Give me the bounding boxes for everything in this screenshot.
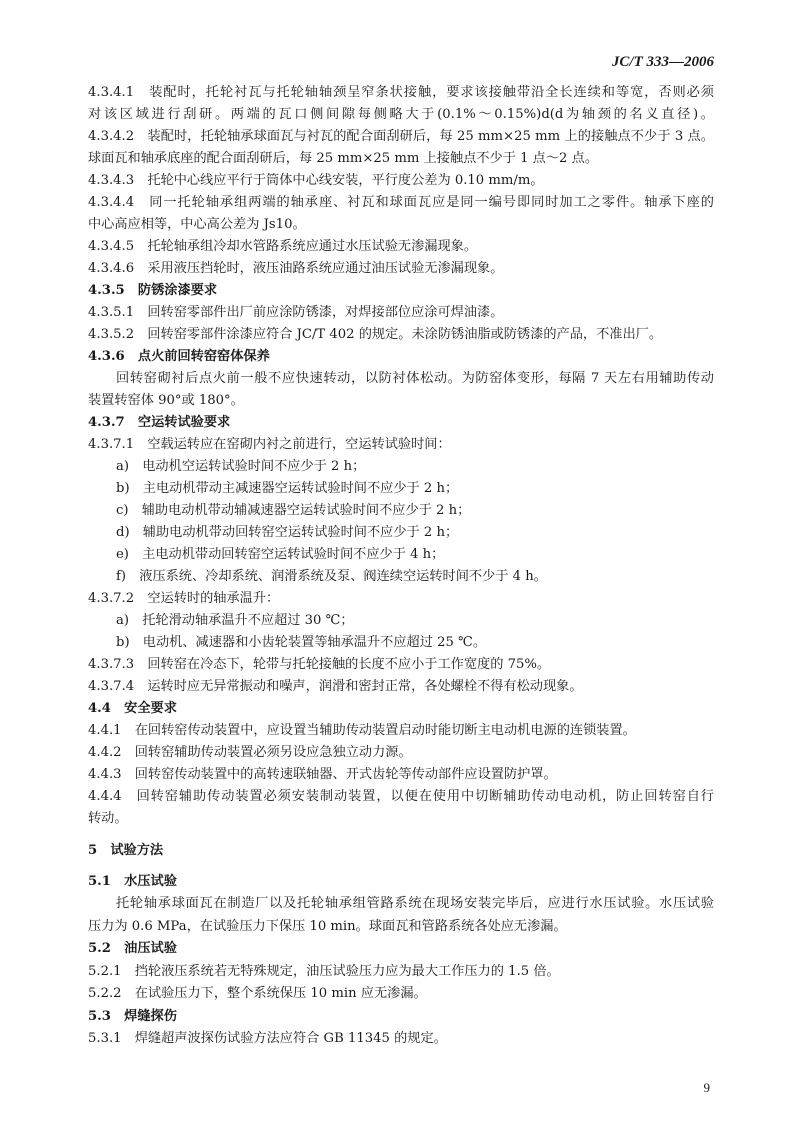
spacer bbox=[88, 863, 714, 871]
text-line: 4.3.4.6 采用液压挡轮时，液压油路系统应通过油压试验无渗漏现象。 bbox=[88, 261, 504, 276]
list-item: c) 辅助电动机带动辅减速器空运转试验时间不应少于 2 h； bbox=[116, 503, 471, 518]
section-heading: 4.3.7 空运转试验要求 bbox=[88, 415, 231, 430]
page-number: 9 bbox=[703, 1080, 710, 1095]
list-item: f) 液压系统、冷却系统、润滑系统及泵、阀连续空运转时间不少于 4 h。 bbox=[116, 569, 547, 584]
text-line: 4.3.5.2 回转窑零部件涂漆应符合 JC/T 402 的规定。未涂防锈油脂或防锈漆的产品，不准出厂。 bbox=[88, 327, 663, 342]
text-line: 5.2.1 挡轮液压系统若无特殊规定，油压试验压力应为最大工作压力的 1.5 倍。 bbox=[88, 963, 560, 979]
text-line: 托轮轴承球面瓦在制造厂以及托轮轴承组管路系统在现场安装完毕后，应进行水压试验。水压试验 bbox=[116, 896, 714, 911]
text-line: 4.3.5.1 回转窑零部件出厂前应涂防锈漆，对焊接部位应涂可焊油漆。 bbox=[88, 305, 504, 320]
section-5-test-methods bbox=[88, 840, 714, 1051]
text-line: 转动。 bbox=[88, 811, 128, 826]
section-heading: 5.3 焊缝探伤 bbox=[88, 1008, 177, 1024]
list-item: e) 主电动机带动回转窑空运转试验时间不应少于 4 h； bbox=[116, 547, 445, 562]
text-line: 装置转窑体 90°或 180°。 bbox=[88, 393, 244, 408]
document-id-header: JC/T 333—2006 bbox=[611, 54, 714, 70]
text-line: 4.4.3 回转窑传动装置中的高转速联轴器、开式齿轮等传动部件应设置防护罩。 bbox=[88, 767, 557, 782]
section-heading: 4.3.5 防锈涂漆要求 bbox=[88, 283, 218, 298]
text-line: 中心高应相等，中心高公差为 Js10。 bbox=[88, 217, 306, 232]
section-heading: 5.1 水压试验 bbox=[88, 873, 177, 889]
document-body bbox=[88, 82, 714, 830]
text-line: 4.3.4.4 同一托轮轴承组两端的轴承座、衬瓦和球面瓦应是同一编号即同时加工之零件。轴承下座的 bbox=[88, 195, 714, 210]
text-line: 5.3.1 焊缝超声波探伤试验方法应符合 GB 11345 的规定。 bbox=[88, 1031, 447, 1046]
text-line: 4.3.7.2 空运转时的轴承温升： bbox=[88, 591, 280, 606]
section-heading: 4.3.6 点火前回转窑窑体保养 bbox=[88, 349, 270, 364]
text-line: 压力为 0.6 MPa，在试验压力下保压 10 min。球面瓦和管路系统各处应无渗漏。 bbox=[88, 918, 567, 934]
text-line: 4.4.4 回转窑辅助传动装置必须安装制动装置，以便在使用中切断辅助传动电动机，防止回转窑自行 bbox=[88, 789, 714, 804]
text-line: 对该区域进行刮研。两端的瓦口侧间隙每侧略大于(0.1%～0.15%)d(d为轴颈的名义直径)。 bbox=[88, 107, 714, 122]
list-item: d) 辅助电动机带动回转窑空运转试验时间不应少于 2 h； bbox=[116, 525, 459, 540]
text-line: 4.3.4.1 装配时，托轮衬瓦与托轮轴轴颈呈窄条状接触，要求该接触带沿全长连续和等宽，否则必须 bbox=[88, 85, 714, 100]
list-item: b) 电动机、减速器和小齿轮装置等轴承温升不应超过 25 ℃。 bbox=[116, 635, 487, 650]
text-line: 回转窑砌衬后点火前一般不应快速转动，以防衬体松动。为防窑体变形，每隔 7 天左右用辅助传动 bbox=[116, 371, 714, 386]
list-item: a) 电动机空运转试验时间不应少于 2 h； bbox=[116, 459, 366, 474]
text-line: 5.2.2 在试验压力下，整个系统保压 10 min 应无渗漏。 bbox=[88, 986, 427, 1001]
text-line: 4.3.7.1 空载运转应在窑砌内衬之前进行，空运转试验时间： bbox=[88, 437, 451, 452]
section-heading: 4.4 安全要求 bbox=[88, 701, 177, 716]
text-line: 球面瓦和轴承底座的配合面刮研后，每 25 mm×25 mm 上接触点不少于 1 点～2 点。 bbox=[88, 151, 599, 166]
text-line: 4.3.4.3 托轮中心线应平行于筒体中心线安装，平行度公差为 0.10 mm/m。 bbox=[88, 173, 544, 188]
text-line: 4.3.7.4 运转时应无异常振动和噪声，润滑和密封正常，各处螺栓不得有松动现象。 bbox=[88, 679, 583, 694]
text-line: 4.4.2 回转窑辅助传动装置必须另设应急独立动力源。 bbox=[88, 745, 412, 760]
list-item: b) 主电动机带动主减速器空运转试验时间不应少于 2 h； bbox=[116, 481, 459, 496]
section-heading: 5 试验方法 bbox=[88, 843, 164, 858]
text-line: 4.3.7.3 回转窑在冷态下，轮带与托轮接触的长度不应小于工作宽度的 75%。 bbox=[88, 657, 551, 672]
text-line: 4.3.4.2 装配时，托轮轴承球面瓦与衬瓦的配合面刮研后，每 25 mm×25 mm 上的接触点不少于 3 点。 bbox=[88, 129, 714, 144]
list-item: a) 托轮滑动轴承温升不应超过 30 ℃； bbox=[116, 613, 354, 628]
section-heading: 5.2 油压试验 bbox=[88, 941, 177, 956]
text-line: 4.4.1 在回转窑传动装置中，应设置当辅助传动装置启动时能切断主电动机电源的连锁装置。 bbox=[88, 723, 636, 738]
text-line: 4.3.4.5 托轮轴承组冷却水管路系统应通过水压试验无渗漏现象。 bbox=[88, 239, 478, 254]
